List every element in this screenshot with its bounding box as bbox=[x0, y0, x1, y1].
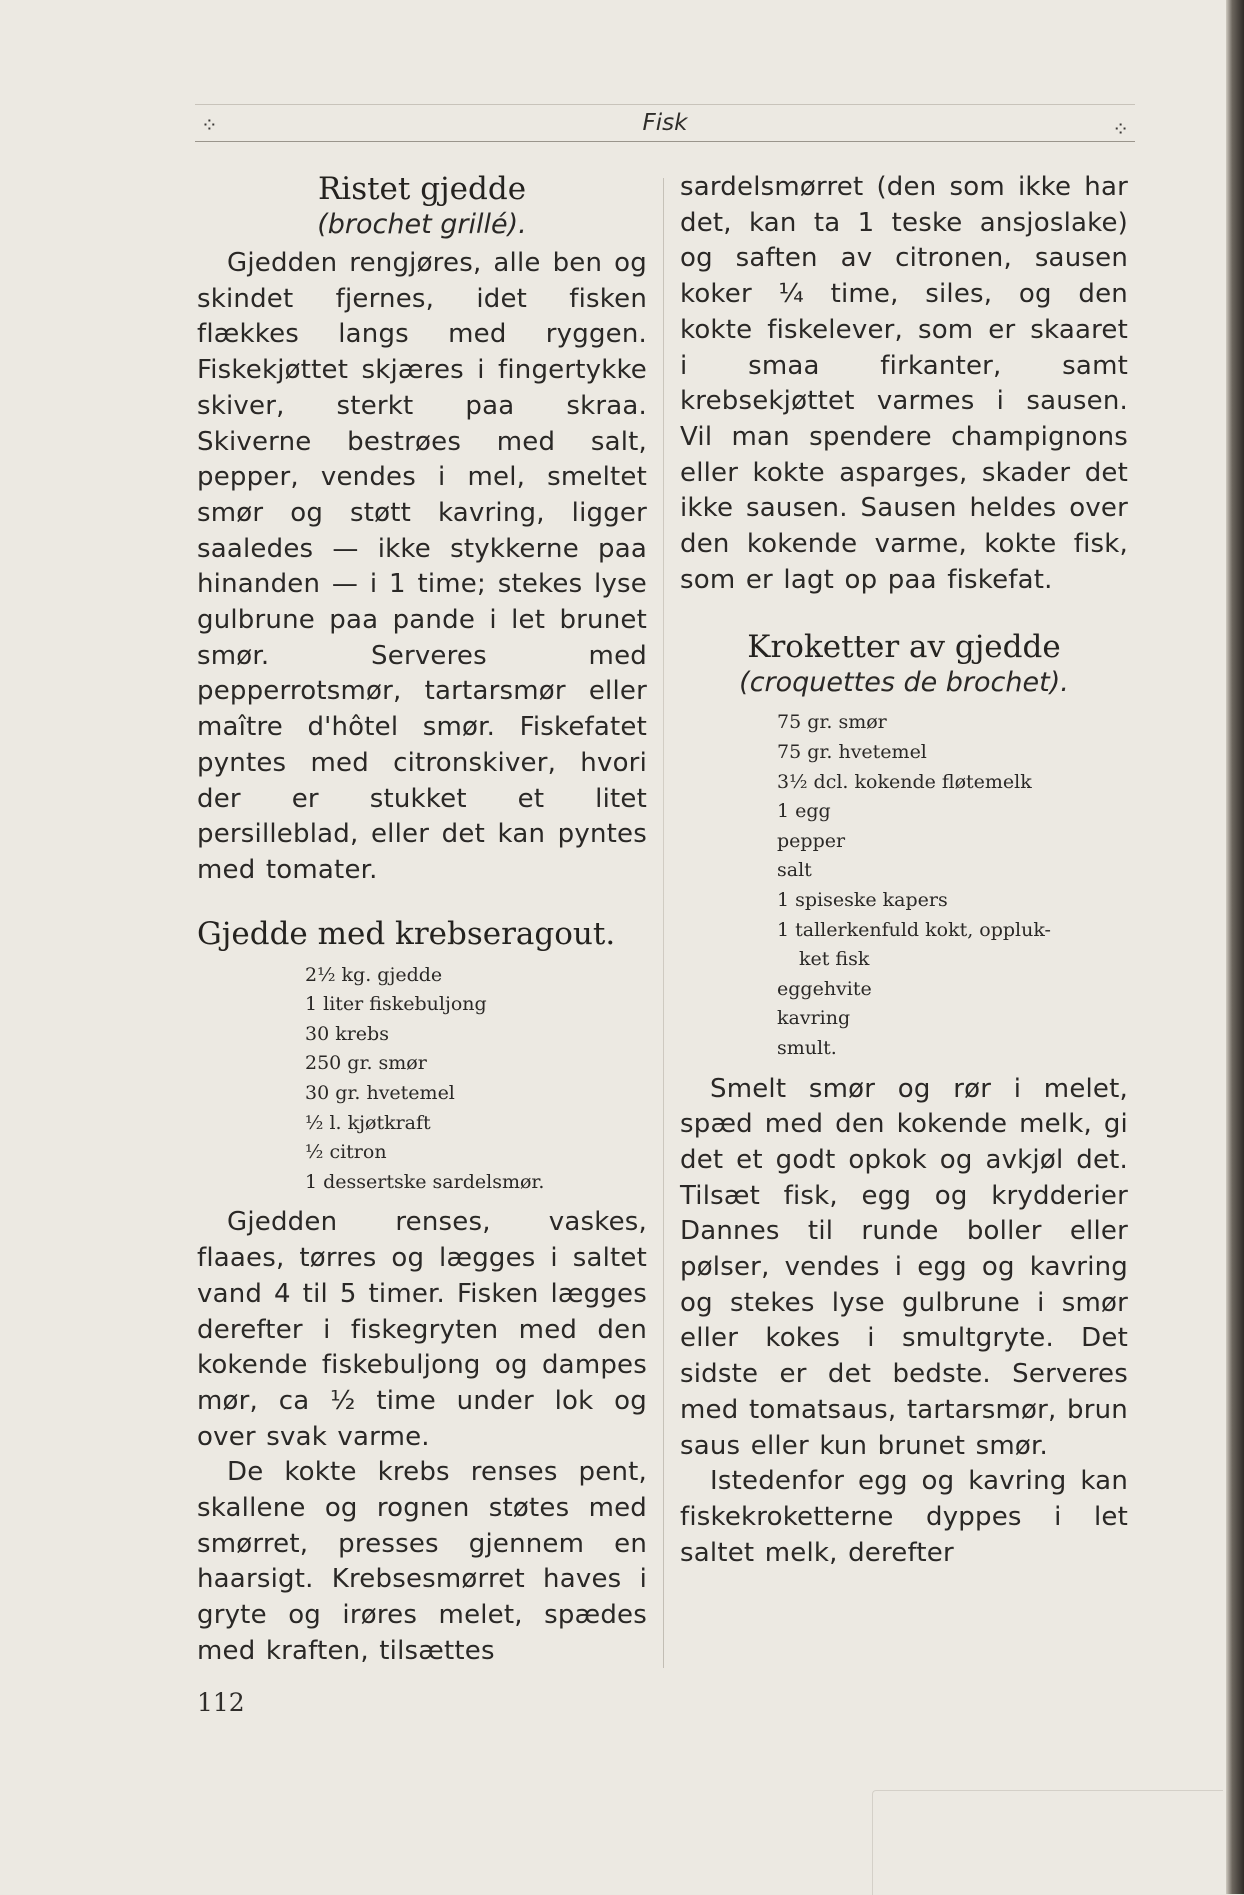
ingredient-item: ½ l. kjøtkraft bbox=[305, 1111, 431, 1134]
running-head-title: Fisk bbox=[642, 110, 688, 136]
ingredient-item: 75 gr. hvetemel bbox=[777, 741, 927, 764]
recipe-text-kroketter-1: Smelt smør og rør i melet, spæd med den kokende melk, gi det et godt opkok og avkjøl det. Tilsæt fisk, egg og krydderier Dannes til runde boller eller pølser, vendes i egg og kavring og stekes lyse gulbrune i smør eller kokes i smultgryte. Det sidste er det bedste. Serveres med tomatsaus, tartarsmør, brun saus eller kun brunet smør. bbox=[680, 1073, 1128, 1461]
ingredient-item: 75 gr. smør bbox=[777, 711, 887, 734]
recipe-title-gjedde-krebseragout: Gjedde med krebseragout. bbox=[197, 915, 616, 952]
ingredient-item: ½ citron bbox=[305, 1141, 387, 1164]
recipe-text-ristet-gjedde: Gjedden rengjøres, alle ben og skindet fjernes, idet fisken flækkes langs med ryggen. Fiskekjøttet skjæres i fingertykke skiver, sterkt paa skraa. Skiverne bestrøes med salt, pepper, vendes i mel, smeltet smør og støtt kavring, ligger saaledes — ikke stykkerne paa hinanden — i 1 time; stekes lyse gulbrune paa pande i let brunet smør. Serveres med pepperrotsmør, tartarsmør eller maître d'hôtel smør. Fiskefatet pyntes med citronskiver, hvori der er stukket et litet persilleblad, eller det kan pyntes med tomater. bbox=[197, 248, 647, 885]
recipe-title-ristet-gjedde: Ristet gjedde bbox=[317, 171, 527, 207]
ingredient-item: salt bbox=[777, 859, 812, 882]
ingredient-item: 3½ dcl. kokende fløtemelk bbox=[777, 770, 1032, 793]
recipe-text-krebseragout-1: Gjedden renses, vaskes, flaaes, tørres og lægges i saltet vand 4 til 5 timer. Fisken lægges derefter i fiskegryten med den kokende fiskebuljong og dampes mør, ca ½ time under lok og over svak varme. bbox=[197, 1207, 647, 1452]
ingredient-item: 30 gr. hvetemel bbox=[305, 1082, 455, 1105]
ingredient-item: 1 dessertske sardelsmør. bbox=[305, 1170, 545, 1193]
running-head bbox=[195, 104, 1135, 142]
recipe-subtitle-ristet-gjedde: (brochet grillé). bbox=[317, 209, 527, 240]
ingredient-item: eggehvite bbox=[777, 977, 872, 1000]
ingredient-item: kavring bbox=[777, 1007, 851, 1030]
ornament-left-icon: ⁘ bbox=[201, 113, 218, 137]
recipe-title-kroketter: Kroketter av gjedde bbox=[747, 629, 1061, 666]
book-spine-edge bbox=[1226, 0, 1244, 1894]
ingredient-item: 250 gr. smør bbox=[305, 1052, 427, 1075]
left-column bbox=[197, 170, 647, 1670]
ingredient-item: 1 spiseske kapers bbox=[777, 889, 948, 911]
recipe-text-krebseragout-2: De kokte krebs renses pent, skallene og rognen støtes med smørret, presses gjennem en haarsigt. Krebsesmørret haves i gryte og irøres melet, spædes med kraften, tilsættes bbox=[197, 1457, 647, 1666]
recipe-subtitle-kroketter: (croquettes de brochet). bbox=[739, 667, 1069, 699]
ingredient-item: 2½ kg. gjedde bbox=[305, 963, 443, 986]
page-number: 112 bbox=[197, 1688, 245, 1717]
ingredient-item: 30 krebs bbox=[305, 1022, 389, 1045]
recipe-text-kroketter-2: Istedenfor egg og kavring kan fiskekroketterne dyppes i let saltet melk, derefter bbox=[680, 1466, 1128, 1568]
ingredient-item: 1 liter fiskebuljong bbox=[305, 993, 487, 1016]
column-divider bbox=[663, 178, 664, 1668]
ingredient-item: pepper bbox=[777, 829, 846, 852]
ingredient-item: 1 tallerkenfuld kokt, oppluk- bbox=[777, 918, 1051, 941]
ingredient-item: 1 egg bbox=[777, 800, 831, 823]
recipe-text-continuation: sardelsmørret (den som ikke har det, kan ta 1 teske ansjoslake) og saften av citronen, sausen koker ¼ time, siles, og den kokte fiskelever, som er skaaret i smaa firkanter, samt krebsekjøttet varmes i sausen. Vil man spendere champignons eller kokte asparges, skader det ikke sausen. Sausen heldes over den kokende varme, kokte fisk, som er lagt op paa fiskefat. bbox=[680, 172, 1128, 595]
scan-corner-mark bbox=[872, 1790, 1223, 1895]
right-column bbox=[680, 170, 1128, 1571]
ingredient-list-krebseragout bbox=[197, 961, 647, 1198]
ingredient-item: ket fisk bbox=[799, 948, 870, 971]
ornament-right-icon: ⁘ bbox=[1112, 117, 1129, 141]
ingredient-list-kroketter bbox=[680, 708, 1128, 1063]
ingredient-item: smult. bbox=[777, 1036, 837, 1059]
